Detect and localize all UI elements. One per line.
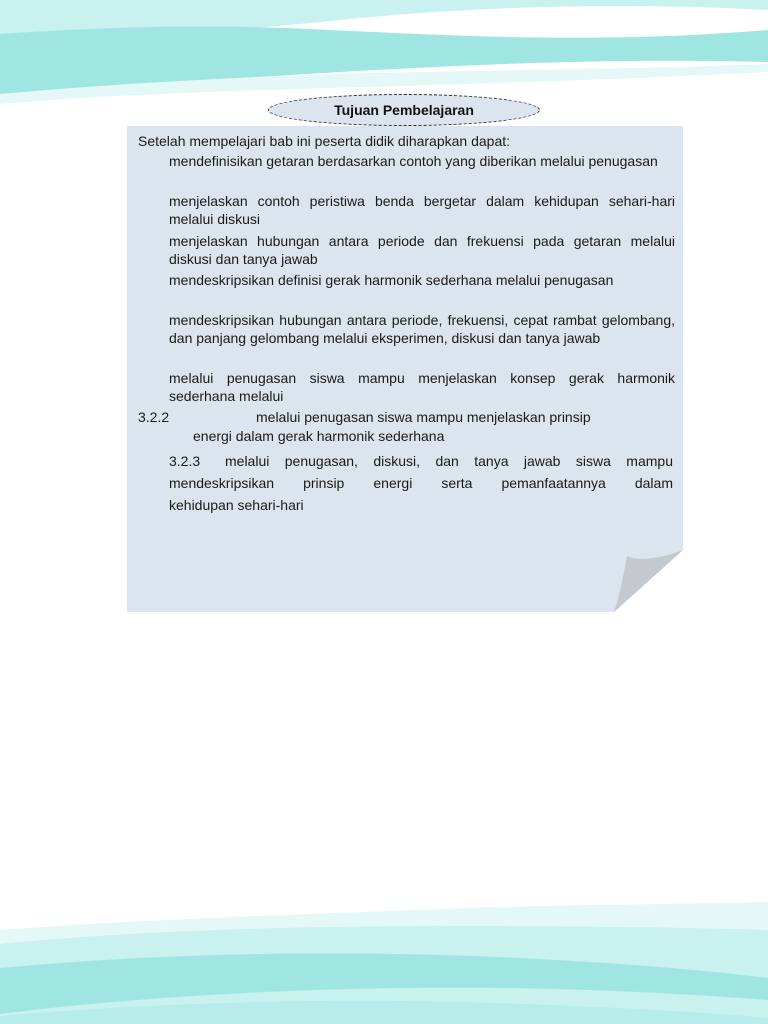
- objective-item: mendefinisikan getaran berdasarkan contoh yang diberikan melalui penugasan: [169, 153, 658, 169]
- objective-322: [138, 408, 675, 426]
- objective-number: 3.2.3: [169, 453, 201, 469]
- objective-item: menjelaskan hubungan antara periode dan frekuensi pada getaran melalui diskusi dan tanya jawab: [169, 233, 675, 267]
- objective-323-line1: melalui penugasan, diskusi, dan tanya jawab siswa mampu: [225, 453, 673, 469]
- objective-item: mendeskripsikan definisi gerak harmonik sederhana melalui penugasan: [169, 272, 614, 288]
- objective-323-line3: kehidupan sehari-hari: [169, 497, 304, 513]
- objective-322-line1: melalui penugasan siswa mampu menjelaskan prinsip: [256, 409, 591, 425]
- objective-item: melalui penugasan siswa mampu menjelaskan konsep gerak harmonik sederhana melalui: [169, 370, 675, 404]
- objective-item: mendeskripsikan hubungan antara periode, frekuensi, cepat rambat gelombang, dan panjang gelombang melalui eksperimen, diskusi dan tanya jawab: [169, 312, 675, 346]
- objective-323-line2: mendeskripsikan prinsip energi serta pemanfaatannya dalam: [169, 475, 673, 491]
- learning-objectives-note: [127, 126, 683, 612]
- objective-323: [169, 450, 673, 472]
- intro-text: Setelah mempelajari bab ini peserta didik diharapkan dapat:: [138, 133, 511, 149]
- objective-number: 3.2.2: [138, 409, 170, 425]
- section-title: Tujuan Pembelajaran: [268, 94, 540, 126]
- objective-item: menjelaskan contoh peristiwa benda bergetar dalam kehidupan sehari-hari melalui diskusi: [169, 193, 675, 227]
- objective-322-line2: energi dalam gerak harmonik sederhana: [193, 428, 445, 444]
